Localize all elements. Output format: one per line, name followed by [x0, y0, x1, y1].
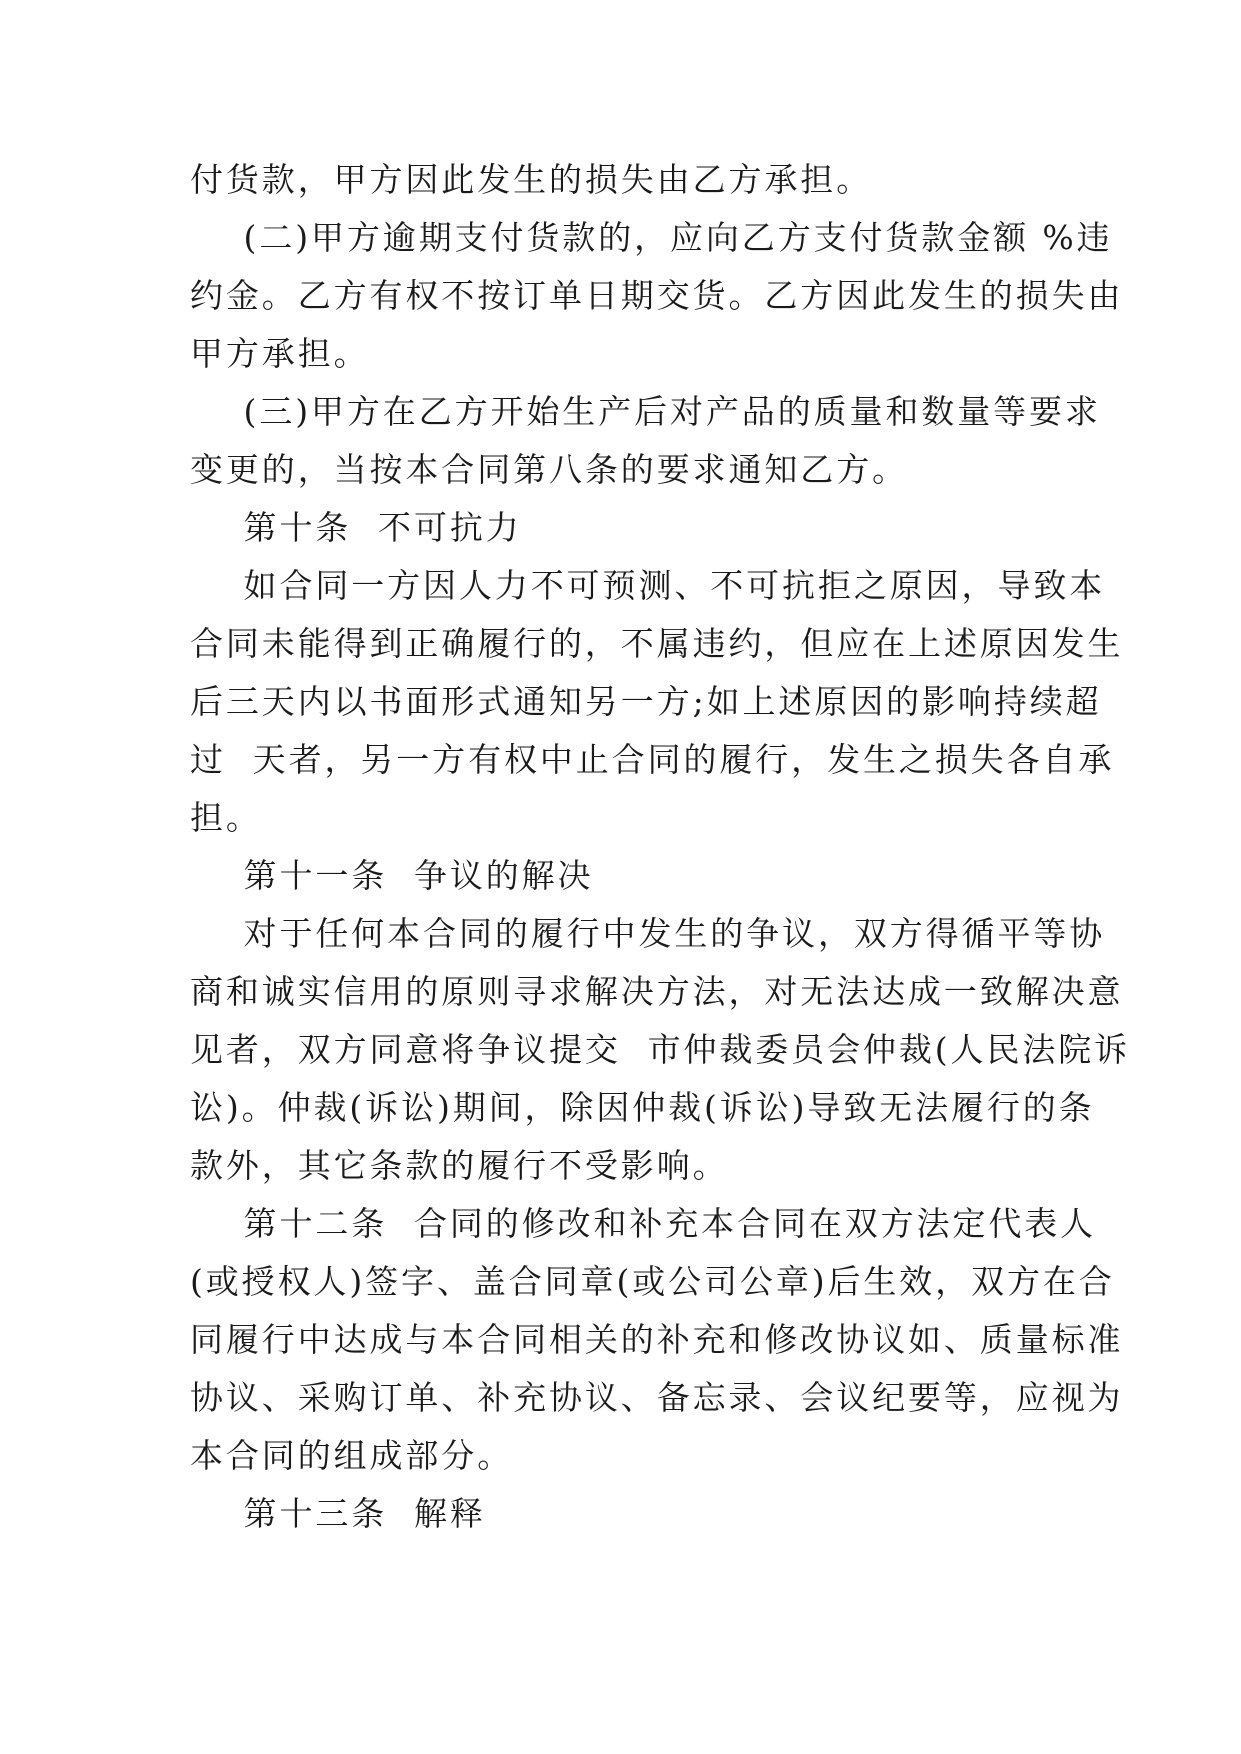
text-line: 担。: [190, 798, 262, 837]
section-heading: 第十一条 争议的解决: [190, 856, 594, 895]
section-heading: 第十二条 合同的修改和补充本合同在双方法定代表人: [190, 1204, 1097, 1243]
section-heading: 第十条 不可抗力: [190, 508, 522, 547]
text-line: 同履行中达成与本合同相关的补充和修改协议如、质量标准: [190, 1320, 1124, 1359]
text-line: (三)甲方在乙方开始生产后对产品的质量和数量等要求: [190, 392, 1101, 431]
text-line: 过 天者，另一方有权中止合同的履行，发生之损失各自承: [190, 740, 1115, 779]
text-line: 付货款，甲方因此发生的损失由乙方承担。: [190, 160, 873, 199]
text-line: 协议、采购订单、补充协议、备忘录、会议纪要等，应视为: [190, 1378, 1124, 1417]
section-heading: 第十三条 解释: [190, 1494, 486, 1533]
text-line: 合同未能得到正确履行的，不属违约，但应在上述原因发生: [190, 624, 1124, 663]
text-line: 本合同的组成部分。: [190, 1436, 514, 1475]
text-line: 甲方承担。: [190, 334, 370, 373]
text-line: 讼)。仲裁(诉讼)期间，除因仲裁(诉讼)导致无法履行的条: [190, 1088, 1095, 1127]
text-line: 约金。乙方有权不按订单日期交货。乙方因此发生的损失由: [190, 276, 1124, 315]
text-line: 商和诚实信用的原则寻求解决方法，对无法达成一致解决意: [190, 972, 1124, 1011]
text-line: 后三天内以书面形式通知另一方;如上述原因的影响持续超: [190, 682, 1102, 721]
text-line: (或授权人)签字、盖合同章(或公司公章)后生效，双方在合: [190, 1262, 1115, 1301]
text-line: 变更的，当按本合同第八条的要求通知乙方。: [190, 450, 908, 489]
text-line: 对于任何本合同的履行中发生的争议，双方得循平等协: [190, 914, 1106, 953]
text-line: (二)甲方逾期支付货款的，应向乙方支付货款金额 %违: [190, 218, 1113, 257]
text-line: 见者，双方同意将争议提交 市仲裁委员会仲裁(人民法院诉: [190, 1030, 1131, 1069]
text-line: 款外，其它条款的履行不受影响。: [190, 1146, 729, 1185]
text-line: 如合同一方因人力不可预测、不可抗拒之原因，导致本: [190, 566, 1106, 605]
